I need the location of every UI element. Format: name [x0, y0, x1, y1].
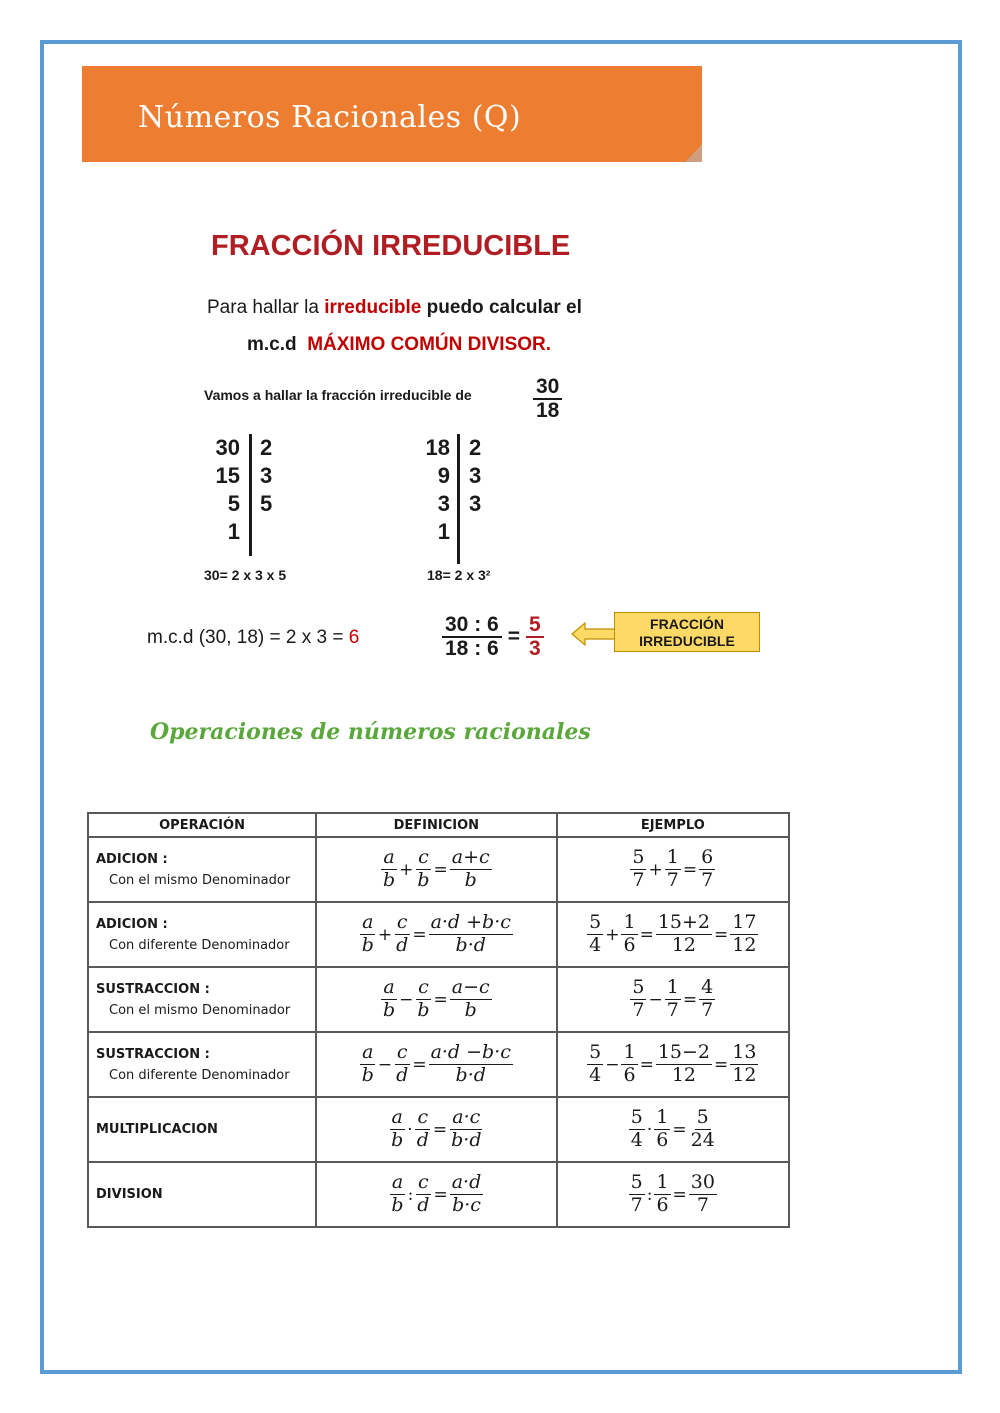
fraction-denominator: 12: [732, 934, 757, 956]
fraction-numerator: a: [391, 1171, 404, 1194]
mcd-result-value: 6: [348, 627, 360, 648]
example-cell: [557, 837, 789, 902]
decomp-18-numbers: [410, 434, 450, 546]
fraction: [389, 1172, 405, 1217]
definition-cell: [316, 1097, 557, 1162]
operator: −: [605, 1054, 620, 1075]
division-numerator: 30 : 6: [442, 614, 502, 638]
fraction: [630, 977, 646, 1022]
arrow-left-icon: [571, 622, 617, 646]
fraction: [450, 1172, 484, 1217]
division-expression: [442, 614, 544, 660]
operation-subtitle: Con diferente Denominador: [109, 1067, 290, 1083]
example-cell: [557, 1162, 789, 1227]
fraction: [656, 912, 712, 957]
fraction-numerator: a−c: [451, 976, 490, 999]
table-row: [88, 1097, 789, 1162]
fraction-denominator: b: [361, 1064, 374, 1086]
fraction-numerator: 17: [732, 911, 757, 934]
fraction-denominator: d: [396, 934, 409, 956]
decomp-30-divisors: [260, 434, 272, 518]
example-text: Vamos a hallar la fracción irreducible de: [204, 387, 472, 403]
equals-sign: =: [714, 1054, 729, 1075]
operations-heading: Operaciones de números racionales: [150, 719, 591, 745]
fraction-numerator: 1: [623, 911, 636, 934]
operation-name: ADICION :: [96, 916, 168, 932]
equals-sign: =: [433, 859, 448, 880]
operation-cell: [88, 902, 316, 967]
callout-line2: IRREDUCIBLE: [639, 633, 735, 649]
decomp-30-bar: [249, 434, 252, 556]
fraction-numerator: c: [418, 1171, 429, 1194]
decomp-18-d1: 3: [469, 463, 482, 488]
fraction: [449, 1107, 483, 1152]
decomp-18-n0: 18: [425, 435, 450, 460]
fraction-denominator: b·d: [451, 1129, 482, 1151]
operator: +: [648, 859, 663, 880]
definition-cell: [316, 837, 557, 902]
equals-sign: =: [639, 924, 654, 945]
fraction-denominator: d: [417, 1194, 430, 1216]
fraction-denominator: 4: [589, 1064, 602, 1086]
result-denominator: 3: [528, 637, 541, 661]
operator: :: [407, 1184, 414, 1205]
fraction-denominator: b: [382, 869, 396, 891]
fraction: [394, 912, 410, 957]
fraction-denominator: d: [416, 1129, 429, 1151]
table-row: [88, 1032, 789, 1097]
mcd-label: m.c.d: [247, 334, 297, 355]
fraction: [730, 1042, 758, 1087]
fraction-denominator: 12: [732, 1064, 757, 1086]
operation-cell: [88, 837, 316, 902]
fraction-numerator: a: [383, 976, 395, 999]
fraction-numerator: a+c: [451, 846, 490, 869]
fraction-numerator: 5: [632, 846, 645, 869]
operator: +: [399, 859, 414, 880]
decomp-30-n0: 30: [215, 435, 240, 460]
division-denominator: 18 : 6: [445, 637, 499, 661]
decomp-30-d2: 5: [260, 491, 273, 516]
operation-name: SUSTRACCION :: [96, 981, 210, 997]
fraction-numerator: 5: [630, 1171, 643, 1194]
decomp-30-n1: 15: [215, 463, 240, 488]
section-title: FRACCIÓN IRREDUCIBLE: [211, 230, 571, 262]
operation-cell: [88, 1032, 316, 1097]
fraction: [654, 1107, 670, 1152]
intro-post: puedo calcular el: [421, 297, 582, 318]
page-title: Números Racionales (Q): [138, 100, 522, 135]
fraction-denominator: 12: [671, 1064, 696, 1086]
operation-cell: [88, 1097, 316, 1162]
fraction-numerator: 13: [732, 1041, 757, 1064]
operator: :: [646, 1184, 653, 1205]
mcd-result-text: m.c.d (30, 18) = 2 x 3 =: [147, 627, 349, 648]
operator: −: [648, 989, 663, 1010]
fraction: [450, 847, 492, 892]
fraction: [381, 847, 397, 892]
decomp-30-n2: 5: [227, 491, 240, 516]
decomp-18-bar: [457, 434, 460, 564]
intro-highlight: irreducible: [324, 297, 422, 318]
fraction-numerator: 5: [589, 1041, 602, 1064]
result-numerator: 5: [526, 614, 544, 638]
fraction: [699, 847, 715, 892]
fraction-numerator: c: [417, 1106, 429, 1129]
fraction-numerator: 5: [630, 1106, 643, 1129]
fraction: [656, 1042, 712, 1087]
fraction: [699, 977, 715, 1022]
fraction-denominator: 6: [623, 934, 636, 956]
division-equals: =: [507, 625, 520, 649]
fraction-denominator: b: [464, 999, 477, 1021]
decomp-30-d0: 2: [260, 435, 273, 460]
fraction-denominator: 7: [666, 999, 679, 1021]
fraction-denominator: 6: [656, 1194, 669, 1216]
equals-sign: =: [433, 989, 448, 1010]
decomp-18-divisors: [469, 434, 481, 518]
fraction-numerator: 1: [666, 846, 679, 869]
equals-sign: =: [639, 1054, 654, 1075]
equals-sign: =: [672, 1184, 687, 1205]
fraction-numerator: 1: [656, 1106, 669, 1129]
fraction-denominator: 7: [696, 1194, 709, 1216]
operation-name: DIVISION: [96, 1187, 163, 1202]
fraction-denominator: 7: [666, 869, 679, 891]
fraction-numerator: 1: [623, 1041, 636, 1064]
header-example: EJEMPLO: [557, 813, 789, 837]
equals-sign: =: [714, 924, 729, 945]
fraction-numerator: a·d: [451, 1171, 482, 1194]
fraction: [429, 1042, 513, 1087]
fraction-numerator: 5: [632, 976, 645, 999]
mcd-highlight: MÁXIMO COMÚN DIVISOR.: [307, 334, 552, 355]
operation-subtitle: Con el mismo Denominador: [109, 872, 291, 888]
decomp-18-d2: 3: [469, 491, 482, 516]
decomp-30-d1: 3: [260, 463, 273, 488]
fraction: [654, 1172, 670, 1217]
fraction-denominator: b·d: [455, 1064, 486, 1086]
fraction-denominator: 7: [632, 999, 645, 1021]
fraction-numerator: a: [362, 1041, 374, 1064]
fraction-denominator: 6: [623, 1064, 636, 1086]
fraction-denominator: 7: [701, 869, 714, 891]
fraction: [629, 1107, 645, 1152]
operator: ·: [646, 1119, 653, 1140]
example-denominator: 18: [536, 399, 560, 423]
equals-sign: =: [432, 1119, 448, 1140]
fraction-numerator: c: [396, 1041, 408, 1064]
operation-cell: [88, 967, 316, 1032]
fraction-numerator: 1: [656, 1171, 669, 1194]
decomp-30-numbers: [200, 434, 240, 546]
fraction-numerator: c: [418, 846, 429, 869]
operator: ·: [407, 1119, 413, 1140]
example-cell: [557, 902, 789, 967]
table-row: [88, 967, 789, 1032]
equals-sign: =: [682, 989, 698, 1010]
mcd-line: [247, 334, 551, 356]
fraction-numerator: 4: [701, 976, 714, 999]
table-header-row: [88, 813, 789, 837]
fraction-numerator: 6: [701, 846, 714, 869]
fraction-denominator: d: [396, 1064, 409, 1086]
fraction-numerator: 1: [666, 976, 679, 999]
fraction-denominator: b: [391, 1194, 404, 1216]
mcd-result: [147, 627, 359, 649]
decomp-18-n1: 9: [437, 463, 450, 488]
operator: −: [377, 1054, 393, 1075]
fraction-numerator: 15+2: [657, 911, 710, 934]
fraction-numerator: a: [391, 1106, 403, 1129]
fraction-denominator: b·c: [452, 1194, 481, 1216]
fraction-numerator: a: [362, 911, 374, 934]
example-fraction: [533, 376, 562, 422]
fraction-numerator: a: [383, 846, 395, 869]
operation-cell: [88, 1162, 316, 1227]
equals-sign: =: [682, 859, 698, 880]
fraction: [621, 912, 637, 957]
header-operation: OPERACIÓN: [88, 813, 316, 837]
fraction-denominator: 6: [656, 1129, 669, 1151]
fraction-denominator: 7: [701, 999, 714, 1021]
fraction-numerator: a·d +b·c: [430, 911, 511, 934]
operator: +: [377, 924, 393, 945]
decomp-18-n2: 3: [437, 491, 450, 516]
fraction: [360, 912, 376, 957]
fraction: [587, 1042, 603, 1087]
decomp-18-d0: 2: [469, 435, 482, 460]
equals-sign: =: [412, 924, 427, 945]
fraction-denominator: 4: [630, 1129, 643, 1151]
fraction-numerator: 30: [690, 1171, 715, 1194]
fraction: [621, 1042, 637, 1087]
table-row: [88, 837, 789, 902]
fraction: [429, 912, 513, 957]
operation-name: MULTIPLICACION: [96, 1122, 218, 1137]
fraction-denominator: b: [464, 869, 477, 891]
equals-sign: =: [433, 1184, 448, 1205]
fraction: [360, 1042, 376, 1087]
fraction: [415, 1172, 431, 1217]
fraction: [665, 847, 681, 892]
fraction-numerator: a·c: [452, 1106, 481, 1129]
fraction: [587, 912, 603, 957]
fraction-numerator: 5: [589, 911, 602, 934]
fraction-denominator: 24: [690, 1129, 715, 1151]
fraction: [450, 977, 492, 1022]
definition-cell: [316, 967, 557, 1032]
fraction-denominator: 7: [630, 1194, 643, 1216]
operation-subtitle: Con el mismo Denominador: [109, 1002, 291, 1018]
operation-subtitle: Con diferente Denominador: [109, 937, 290, 953]
decomp-18-result: 18= 2 x 3²: [427, 567, 491, 583]
fraction-denominator: 4: [589, 934, 602, 956]
fraction-denominator: b: [382, 999, 396, 1021]
equals-sign: =: [672, 1119, 687, 1140]
equals-sign: =: [412, 1054, 427, 1075]
fraction: [415, 847, 431, 892]
fraction-denominator: b: [361, 934, 374, 956]
fraction-numerator: c: [396, 911, 408, 934]
operator: −: [399, 989, 414, 1010]
fraction: [665, 977, 681, 1022]
fraction-denominator: b: [417, 869, 430, 891]
fraction: [415, 977, 431, 1022]
callout-box: [614, 612, 760, 652]
fraction-denominator: b: [417, 999, 430, 1021]
operation-name: SUSTRACCION :: [96, 1046, 210, 1062]
fraction-denominator: 12: [671, 934, 696, 956]
definition-cell: [316, 902, 557, 967]
operations-table: [87, 812, 790, 1228]
intro-text: [207, 297, 582, 319]
fraction-denominator: b: [391, 1129, 404, 1151]
operator: +: [605, 924, 620, 945]
operation-name: ADICION :: [96, 851, 168, 867]
fraction: [389, 1107, 405, 1152]
decomp-30-result: 30= 2 x 3 x 5: [204, 567, 287, 583]
example-cell: [557, 1032, 789, 1097]
decomp-18-n3: 1: [437, 519, 450, 544]
fraction-denominator: 7: [632, 869, 645, 891]
fraction: [381, 977, 397, 1022]
fraction-numerator: 15−2: [657, 1041, 710, 1064]
example-cell: [557, 1097, 789, 1162]
example-cell: [557, 967, 789, 1032]
header-definition: DEFINICION: [316, 813, 557, 837]
fraction-numerator: 5: [696, 1106, 709, 1129]
fraction-numerator: c: [418, 976, 429, 999]
table-row: [88, 1162, 789, 1227]
callout-line1: FRACCIÓN: [650, 616, 724, 632]
example-numerator: 30: [533, 376, 562, 400]
definition-cell: [316, 1162, 557, 1227]
definition-cell: [316, 1032, 557, 1097]
fraction: [689, 1172, 717, 1217]
fraction: [394, 1042, 410, 1087]
table-row: [88, 902, 789, 967]
fraction: [630, 847, 646, 892]
fraction-denominator: b·d: [455, 934, 486, 956]
fraction: [629, 1172, 645, 1217]
decomp-30-n3: 1: [227, 519, 240, 544]
intro-pre: Para hallar la: [207, 297, 325, 318]
fraction-numerator: a·d −b·c: [430, 1041, 511, 1064]
fraction: [689, 1107, 717, 1152]
fraction: [415, 1107, 431, 1152]
fraction: [730, 912, 758, 957]
